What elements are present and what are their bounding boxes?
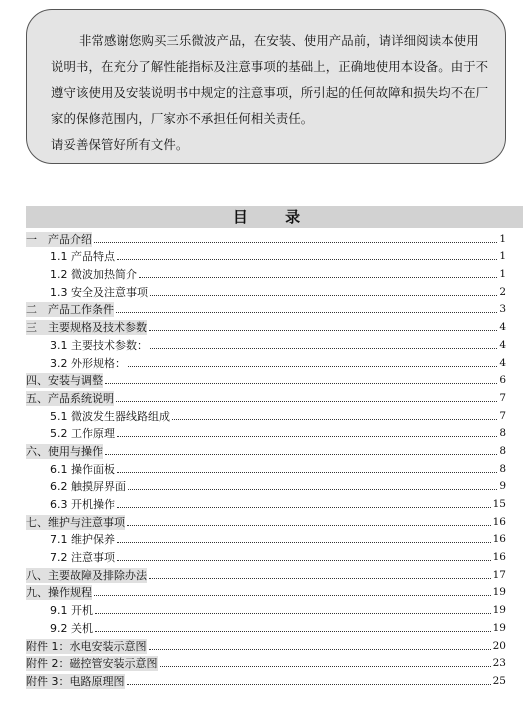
toc-entry[interactable]	[26, 388, 506, 406]
toc-entry-label: 6.2 触摸屏界面	[50, 480, 126, 494]
toc-entry-page: 25	[492, 674, 506, 687]
toc-entry-page: 23	[492, 657, 506, 670]
table-of-contents	[26, 229, 506, 689]
toc-entry[interactable]	[26, 371, 506, 389]
toc-entry[interactable]	[26, 247, 506, 265]
notice-paragraph: 非常感谢您购买三乐微波产品，在安装、使用产品前，请详细阅读本使用说明书，在充分了解性能指标及注意事项的基础上，正确地使用本设备。由于不遵守该使用及安装说明书中规定的注意事项，所引起的任何故障和损失均不在厂家的保修范围内，厂家亦不承担任何相关责任。	[51, 33, 489, 126]
toc-entry[interactable]	[26, 459, 506, 477]
toc-entry[interactable]	[26, 424, 506, 442]
toc-entry[interactable]	[26, 335, 506, 353]
toc-entry[interactable]	[26, 494, 506, 512]
toc-leader-dots	[116, 400, 497, 402]
toc-entry-page: 4	[499, 338, 506, 351]
toc-entry-page: 8	[499, 462, 506, 475]
toc-entry[interactable]	[26, 406, 506, 424]
toc-entry-page: 1	[499, 232, 506, 245]
toc-leader-dots	[127, 683, 491, 685]
toc-leader-dots	[149, 329, 497, 331]
toc-entry-page: 19	[492, 586, 506, 599]
toc-entry[interactable]	[26, 636, 506, 654]
toc-entry-label: 7.1 维护保养	[50, 533, 115, 547]
toc-entry[interactable]	[26, 618, 506, 636]
toc-entry[interactable]	[26, 441, 506, 459]
toc-entry-label: 三 主要规格及技术参数	[26, 321, 147, 335]
toc-entry-label: 9.1 开机	[50, 604, 93, 618]
toc-entry[interactable]	[26, 671, 506, 689]
toc-entry-page: 15	[492, 498, 506, 510]
toc-leader-dots	[94, 241, 497, 243]
toc-entry-label: 3.1 主要技术参数：	[50, 338, 148, 352]
toc-title: 目 录	[26, 206, 523, 228]
toc-entry-label: 6.1 操作面板	[50, 462, 115, 476]
toc-entry-label: 六、使用与操作	[26, 444, 103, 458]
toc-entry[interactable]	[26, 654, 506, 672]
toc-entry-page: 1	[499, 250, 506, 263]
toc-leader-dots	[105, 453, 497, 455]
toc-leader-dots	[117, 541, 491, 543]
toc-entry-label: 七、维护与注意事项	[26, 515, 125, 529]
toc-leader-dots	[128, 365, 497, 367]
toc-leader-dots	[117, 506, 491, 508]
toc-leader-dots	[95, 612, 491, 614]
toc-entry-page: 16	[492, 515, 506, 528]
toc-entry[interactable]	[26, 583, 506, 601]
toc-entry-page: 9	[499, 480, 506, 493]
toc-entry-label: 五、产品系统说明	[26, 391, 114, 405]
toc-leader-dots	[149, 577, 491, 579]
toc-entry-label: 附件 3：电路原理图	[26, 674, 125, 688]
toc-entry-label: 6.3 开机操作	[50, 498, 115, 511]
toc-entry-label: 四、安装与调整	[26, 374, 103, 388]
toc-entry-page: 4	[499, 321, 506, 334]
toc-entry[interactable]	[26, 600, 506, 618]
toc-entry-label: 7.2 注意事项	[50, 551, 115, 565]
toc-entry-page: 1	[499, 268, 506, 281]
toc-entry[interactable]	[26, 477, 506, 495]
notice-box	[26, 9, 506, 164]
toc-leader-dots	[128, 488, 497, 490]
toc-leader-dots	[150, 294, 497, 296]
toc-leader-dots	[127, 524, 491, 526]
toc-entry-page: 19	[492, 621, 506, 634]
toc-entry[interactable]	[26, 264, 506, 282]
toc-leader-dots	[139, 276, 497, 278]
toc-entry-page: 19	[492, 604, 506, 617]
toc-leader-dots	[160, 665, 491, 667]
toc-entry-label: 附件 2：磁控管安装示意图	[26, 657, 158, 671]
toc-leader-dots	[117, 258, 497, 260]
toc-entry[interactable]	[26, 547, 506, 565]
toc-entry-label: 9.2 关机	[50, 621, 93, 635]
toc-entry-page: 7	[499, 391, 506, 404]
toc-entry[interactable]	[26, 353, 506, 371]
toc-entry-page: 3	[499, 303, 506, 316]
toc-leader-dots	[117, 471, 497, 473]
toc-entry-label: 1.2 微波加热简介	[50, 268, 137, 282]
toc-entry[interactable]	[26, 300, 506, 318]
toc-entry-label: 1.1 产品特点	[50, 250, 115, 264]
toc-leader-dots	[117, 435, 497, 437]
toc-entry[interactable]	[26, 229, 506, 247]
toc-entry-label: 1.3 安全及注意事项	[50, 285, 148, 299]
toc-entry[interactable]	[26, 282, 506, 300]
toc-entry-page: 16	[492, 551, 506, 564]
notice-closing: 请妥善保管好所有文件。	[51, 137, 189, 152]
toc-leader-dots	[172, 418, 497, 420]
toc-leader-dots	[94, 594, 491, 596]
toc-entry-page: 8	[499, 444, 506, 457]
toc-leader-dots	[149, 648, 491, 650]
toc-entry-page: 17	[492, 568, 506, 581]
toc-entry-label: 二 产品工作条件	[26, 303, 114, 317]
toc-entry[interactable]	[26, 512, 506, 530]
toc-leader-dots	[150, 347, 497, 349]
toc-leader-dots	[95, 630, 491, 632]
toc-leader-dots	[117, 559, 491, 561]
toc-entry[interactable]	[26, 565, 506, 583]
toc-entry-page: 2	[499, 285, 506, 298]
toc-entry-page: 20	[492, 639, 506, 652]
toc-entry-label: 一 产品介绍	[26, 232, 92, 246]
toc-entry-page: 16	[492, 533, 506, 546]
toc-entry-page: 7	[499, 409, 506, 422]
toc-entry-label: 附件 1：水电安装示意图	[26, 639, 147, 653]
toc-leader-dots	[116, 311, 497, 313]
toc-entry-label: 3.2 外形规格：	[50, 356, 126, 370]
toc-entry-label: 5.2 工作原理	[50, 427, 115, 441]
toc-entry[interactable]	[26, 530, 506, 548]
toc-entry-label: 九、操作规程	[26, 586, 92, 600]
toc-entry-label: 八、主要故障及排除办法	[26, 568, 147, 582]
toc-entry-label: 5.1 微波发生器线路组成	[50, 409, 170, 423]
toc-entry-page: 4	[499, 356, 506, 369]
toc-entry[interactable]	[26, 317, 506, 335]
toc-entry-page: 6	[499, 374, 506, 387]
toc-entry-page: 8	[499, 427, 506, 440]
toc-leader-dots	[105, 382, 497, 384]
